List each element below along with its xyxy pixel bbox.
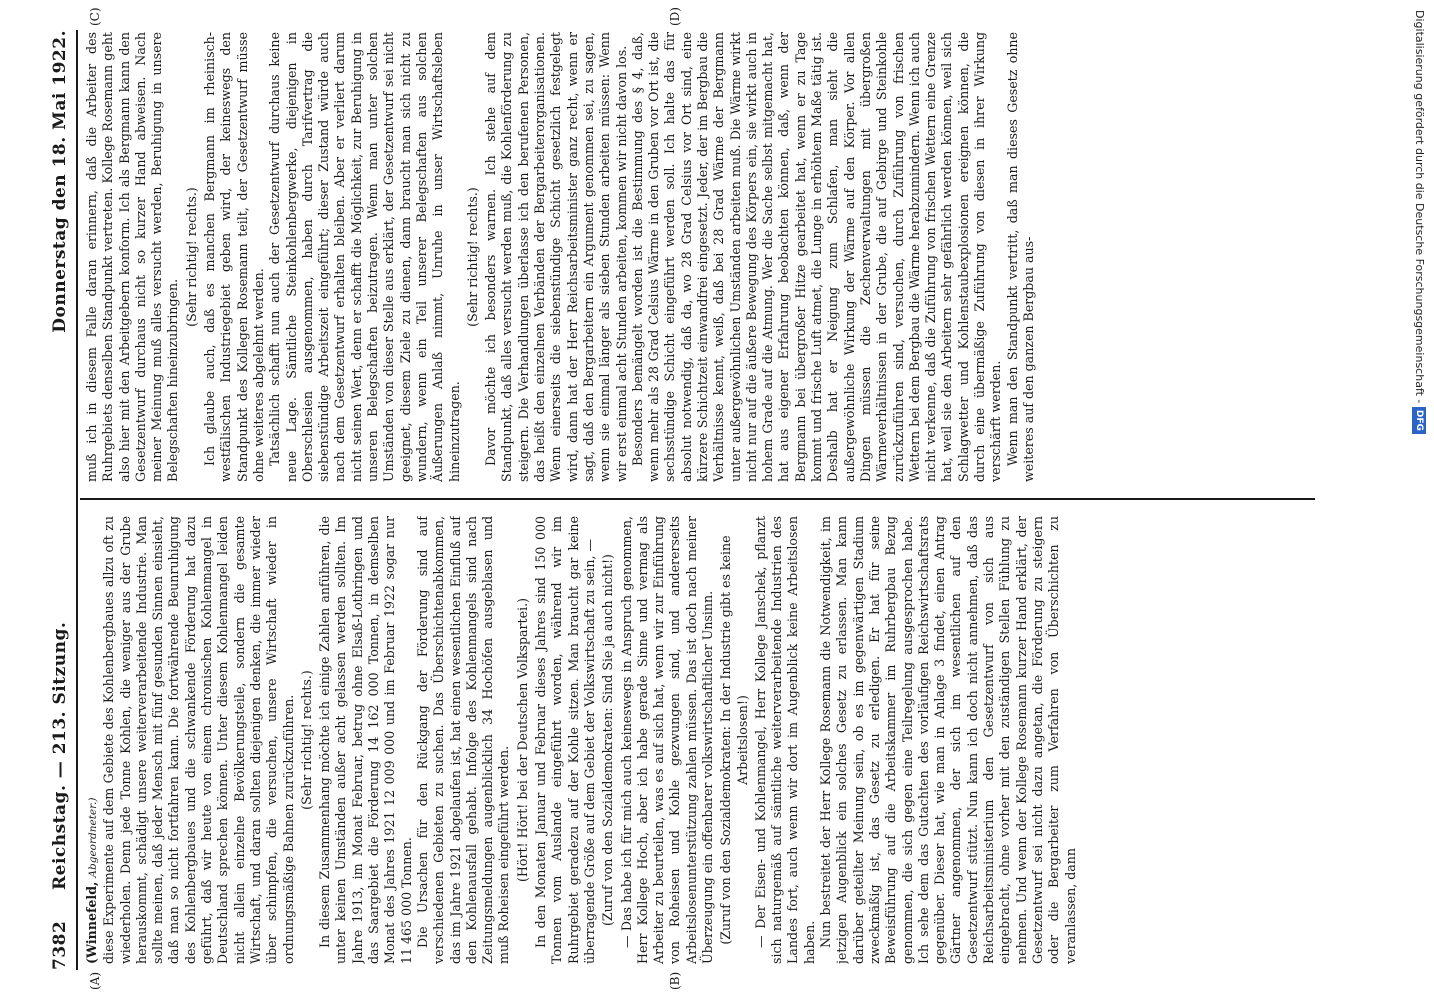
dfg-logo: DFG: [1412, 407, 1426, 434]
session-date: Donnerstag den 18. Mai 1922.: [50, 30, 70, 333]
speaker-line: [84, 516, 101, 964]
paragraph: In diesem Zusammenhang möchte ich einige Zahlen anführen, die unter keinen Umständen außer acht gelassen werden sollten. Im Jahre 1913, im Monat Februar, betrug ohne Elsaß-Lothringen und das Saargebiet die Förderung 14 162 000 Tonnen, in demselben Monat des Jahres 1921 12 009 000 und im Februar 1922 sogar nur 11 465 000 Tonnen.: [317, 516, 414, 964]
interjection: (Sehr richtig! rechts.): [183, 187, 199, 327]
right-column: [84, 32, 1319, 482]
interjection: (Sehr richtig! rechts.): [464, 187, 480, 327]
interjection: (Zuruf von den Sozialdemokraten: In der Industrie gibt es keine Arbeitslosen!): [718, 535, 750, 945]
paragraph: diese Experimente auf dem Gebiete des Kohlenbergbaues allzu oft zu wiederholen. Denn jede Tonne Kohlen, die weniger aus der Grube herauskommt, schädigt unsere weiterverarbeitende Industrie. Man sollte meinen, daß jeder Mensch mit fünf gesunden Sinnen einsieht, daß man so nicht fortfahren kann. Die fortwährende Beunruhigung des Kohlenbergbaues und die schwankende Förderung hat dazu geführt, daß wir heute von einem chronischen Kohlenmangel in Deutschland sprechen können. Unter diesem Kohlenmangel leiden nicht allein einzelne Bevölkerungsteile, sondern die gesamte Wirtschaft, und daran sollten diejenigen denken, die immer wieder über schimpfen, die versuchen, unsere Wirtschaft wieder in ordnungsmäßige Bahnen zurückzuführen.: [101, 516, 296, 964]
column-divider: [80, 498, 1315, 500]
paragraph: Tatsächlich schafft nun auch der Gesetzentwurf durchaus keine neue Lage. Sämtliche Steinkohlenbergwerke, diejenigen in Oberschlesien ausgenommen, haben durch Tarifvertrag die siebenstündige Arbeitszeit eingeführt; dieser Zustand würde auch nach dem Gesetzentwurf erhalten bleiben. Aber er verliert darum nicht seinen Wert, denn er schafft die Möglichkeit, zur Beruhigung in unseren Belegschaften beizutragen. Wenn man unter solchen Umständen von dieser Stelle aus erklärt, der Gesetzentwurf sei nicht geeignet, diesem Ziele zu dienen, dann braucht man sich nicht zu wundern, wenn ein Teil unserer Belegschaften aus solchen Äußerungen Anlaß nimmt, Unruhe in unser Wirtschaftsleben hineinzutragen.: [267, 32, 462, 482]
digitization-credit: [1408, 10, 1430, 990]
margin-marker-a: (A): [88, 971, 102, 990]
paragraph: Ich glaube auch, daß es manchen Bergmann im rheinisch-westfälischen Industriegebiet geben wird, der keineswegs den Standpunkt des Kollegen Rosemann teilt, der Gesetzentwurf müsse ohne weiteres abgelehnt werden.: [202, 32, 266, 482]
paragraph: Wenn man den Standpunkt vertritt, daß man dieses Gesetz ohne weiteres auf den ganzen Bergbau aus-: [1004, 32, 1036, 482]
paragraph: Besonders bemängelt worden ist die Bestimmung des § 4, daß, wenn mehr als 28 Grad Celsius Wärme in den Gruben vor Ort ist, die sechsstündige Schicht eingeführt werden soll. Ich halte das für absolut notwendig, daß da, wo 28 Grad Celsius vor Ort sind, eine kürzere Schichtzeit einwandfrei eingesetzt. Jeder, der im Bergbau die Verhältnisse kennt, weiß, daß bei 28 Grad Wärme der Bergmann unter außergewöhnlichen Umständen arbeiten muß. Die Wärme wirkt nicht nur auf die äußere Bewegung des Körpers ein, sie wirkt auch in hohem Grade auf die Atmung. Wer die Sache selbst mitgemacht hat, hat aus eigener Erfahrung beobachten können, daß, wenn der Bergmann bei übergroßer Hitze gearbeitet hat, wenn er zu Tage kommt und frische Luft atmet, die Lunge in erhöhtem Maße tätig ist. Deshalb hat er Neigung zum Schlafen, man sieht die außergewöhnliche Wirkung der Wärme auf den Körper. Vor allen Dingen müssen die Zechenverwaltungen mit übergroßen Wärmeverhältnissen in der Grube, die auf Gebirge und Steinkohle zurückzuführen sind, versuchen, durch Zuführung von frischen Wettern bei dem Bergbau die Wärme herabzumindern. Wenn ich auch nicht verkenne, daß die Zuführung von frischen Wettern eine Grenze hat, weil sie den Arbeitern sehr gefährlich werden können, weil sich Schlagwetter und Kohlenstaubexplosionen ereignen können, die durch eine übermäßige Zuführung von diesen in ihrer Wirkung verschärft werden.: [629, 32, 1004, 482]
page-number: 7382: [50, 920, 70, 970]
interjection: (Hört! Hört! bei der Deutschen Volkspartei.): [514, 597, 530, 883]
session-title: Reichstag. — 213. Sitzung.: [50, 621, 70, 890]
paragraph: Davor möchte ich besonders warnen. Ich stehe auf dem Standpunkt, daß alles versucht werden muß, die Kohlenförderung zu steigern. Die Verhandlungen überlasse ich den berufenen Personen, das heißt den einzelnen Verbänden der Bergarbeiterorganisationen. Wenn einerseits die siebenstündige Schicht gesetzlich festgelegt wird, dann hat der Herr Reichsarbeitsminister ganz recht, wenn er sagt, daß den Bergarbeitern ein Argument genommen sei, zu sagen, wenn sie einmal länger als sieben Stunden arbeiten müssen: Wenn wir erst einmal acht Stunden arbeiten, kommen wir nicht davon los.: [483, 32, 629, 482]
margin-marker-b: (B): [668, 971, 682, 990]
paragraph: Die Ursachen für den Rückgang der Förderung sind auf verschiedenen Gebieten zu suchen. Das Überschichtenabkommen, das im Jahre 1921 abgelaufen ist, hat einen wesentlichen Einfluß auf den Kohlenausfall gehabt. Infolge des Kohlenmangels sind nach Zeitungsmeldungen augenblicklich 34 Hochöfen ausgeblasen und muß Roheisen eingeführt werden.: [414, 516, 512, 964]
paragraph: In den Monaten Januar und Februar dieses Jahres sind 150 000 Tonnen vom Auslande eingeführt worden, während wir im Ruhrgebiet geradezu auf der Kohle sitzen. Man braucht gar keine überragende Größe auf dem Gebiet der Volkswirtschaft zu sein, —: [533, 516, 597, 964]
paragraph: muß ich in diesem Falle daran erinnern, daß die Arbeiter des Ruhrgebiets denselben Standpunkt vertreten. Kollege Rosemann geht also hier mit den Arbeitgebern konform. Ich als Bergmann kann den Gesetzentwurf durchaus nicht so kurzer Hand abweisen. Nach meiner Meinung muß alles versucht werden, Beruhigung in unsere Belegschaften hineinzubringen.: [84, 32, 181, 482]
page-header: [50, 30, 74, 970]
speaker-name: (Winnefeld,: [84, 881, 99, 964]
interjection: (Zuruf von den Sozialdemokraten: Sind Sie ja auch nicht!): [600, 554, 616, 926]
left-column: [84, 516, 1319, 964]
speaker-role: Abgeordneter.): [87, 797, 99, 878]
header-rule: [76, 30, 78, 970]
paragraph: — Der Eisen- und Kohlenmangel, Herr Kollege Janschek, pflanzt sich naturgemäß auf sämtliche weiterverarbeitende Industrien des Landes fort, auch wenn wir dort im Augenblick keine Arbeitslosen haben.: [752, 516, 817, 964]
credit-text: Digitalisierung gefördert durch die Deutsche Forschungsgemeinschaft -: [1413, 10, 1426, 404]
margin-marker-d: (D): [668, 7, 682, 26]
margin-marker-c: (C): [88, 7, 102, 26]
paragraph: — Das habe ich für mich auch keineswegs in Anspruch genommen, Herr Kollege Hoch, aber ich habe gerade Sinne und vermag als Arbeiter zu beurteilen, was es auf sich hat, wenn wir zur Einführung von Roheisen und Kohle gezwungen sind, und andererseits Arbeitslosenunterstützung zahlen müssen. Das ist doch nach meiner Überzeugung ein offenbarer volkswirtschaftlicher Unsinn.: [618, 516, 715, 964]
paragraph: Nun bestreitet der Herr Kollege Rosemann die Notwendigkeit, im jetzigen Augenblick ein solches Gesetz zu erlassen. Man kann darüber geteilter Meinung sein, ob es im gegenwärtigen Stadium zweckmäßig ist, das Gesetz zu erledigen. Er hat für seine Beweisführung auf die Arbeitskammer im Ruhrbergbau Bezug genommen, die sich gegen eine Teilregelung ausgesprochen habe. Ich sehe dem das Gutachten des vorläufigen Reichswirtschaftsrats gegenüber. Dieser hat, wie man in Anlage 3 findet, einen Antrag Gärtner angenommen, der sich im wesentlichen auf den Gesetzentwurf stützt. Nun kann ich doch nicht annehmen, daß das Reichsarbeitsministerium den Gesetzentwurf von sich aus eingebracht, ohne vorher mit den zuständigen Stellen Fühlung zu nehmen. Und wenn der Kollege Rosemann kurzer Hand erklärt, der Gesetzentwurf sei nicht dazu angetan, die Förderung zu steigern oder die Bergarbeiter zum Verfahren von Überschichten zu veranlassen, dann: [818, 516, 1078, 964]
interjection: (Sehr richtig! rechts.): [298, 670, 314, 810]
